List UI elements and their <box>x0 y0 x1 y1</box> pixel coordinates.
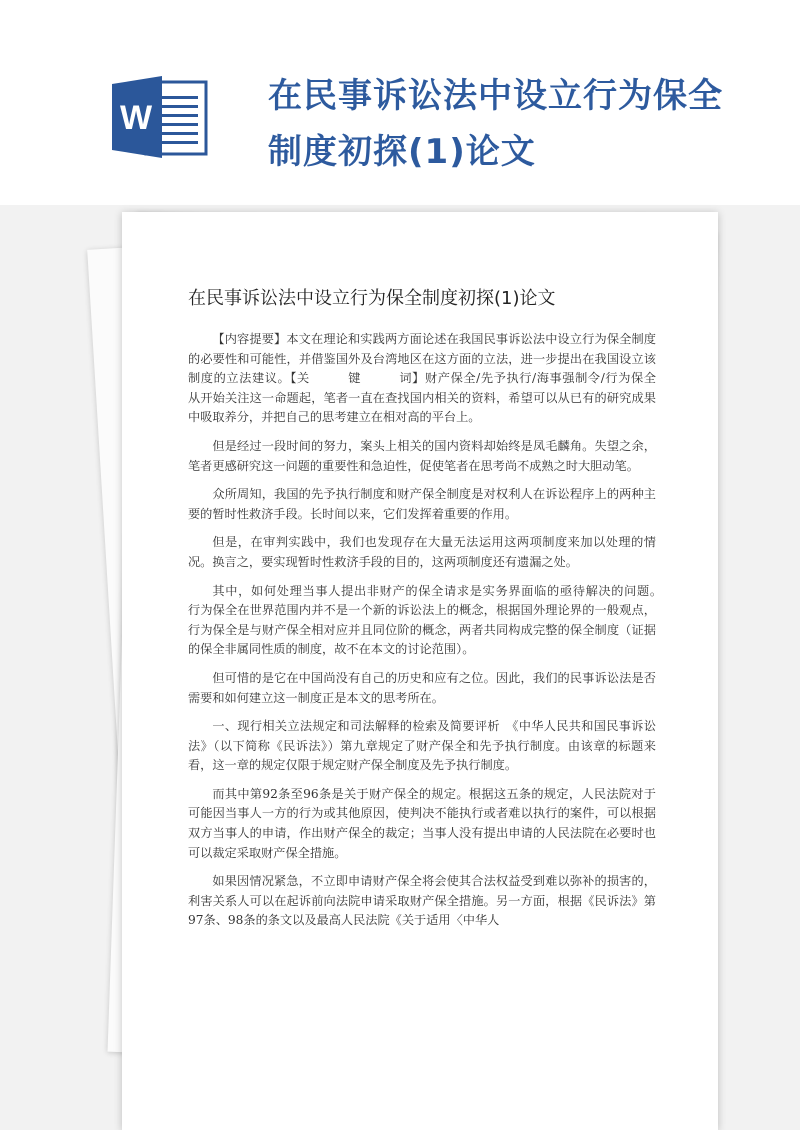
paragraph: 一、现行相关立法规定和司法解释的检索及简要评析 《中华人民共和国民事诉讼法》（以下简称《民诉法》）第九章规定了财产保全和先予执行制度。由该章的标题来看，这一章的规定仅限于规定财产保全制度及先予执行制度。 <box>188 719 656 773</box>
header <box>0 0 800 205</box>
paragraph: 众所周知，我国的先予执行制度和财产保全制度是对权利人在诉讼程序上的两种主要的暂时性救济手段。长时间以来，它们发挥着重要的作用。 <box>188 487 656 521</box>
paragraph: 【内容提要】本文在理论和实践两方面论述在我国民事诉讼法中设立行为保全制度的必要性和可能性，并借鉴国外及台湾地区在这方面的立法，进一步提出在我国设立该制度的立法建议。【关 键 词】财产保全/先予执行/海事强制令/行为保全 从开始关注这一命题起，笔者一直在查找国内相关的资料，希望可以从已有的研究成果中吸取养分，并把自己的思考建立在相对高的平台上。 <box>188 332 693 425</box>
paragraph: 而其中第92条至96条是关于财产保全的规定。根据这五条的规定，人民法院对于可能因当事人一方的行为或其他原因，使判决不能执行或者难以执行的案件，可以根据双方当事人的申请，作出财产保全的裁定；当事人没有提出申请的人民法院在必要时也可以裁定采取财产保全措施。 <box>188 786 656 860</box>
paragraph: 其中，如何处理当事人提出非财产的保全请求是实务界面临的亟待解决的问题。 行为保全在世界范围内并不是一个新的诉讼法上的概念，根据国外理论界的一般观点，行为保全是与财产保全相对应并且同位阶的概念，两者共同构成完整的保全制度（证据的保全非属同性质的制度，故不在本文的讨论范围）。 <box>188 583 669 657</box>
page-title: 在民事诉讼法中设立行为保全制度初探(1)论文 <box>188 288 556 309</box>
paragraph: 但是，在审判实践中，我们也发现存在大量无法运用这两项制度来加以处理的情况。换言之，要实现暂时性救济手段的目的，这两项制度还有遗漏之处。 <box>188 535 656 569</box>
word-document-icon <box>112 74 212 160</box>
paragraph: 但可惜的是它在中国尚没有自己的历史和应有之位。因此，我们的民事诉讼法是否需要和如何建立这一制度正是本文的思考所在。 <box>188 670 656 705</box>
paragraph: 如果因情况紧急，不立即申请财产保全将会使其合法权益受到难以弥补的损害的，利害关系人可以在起诉前向法院申请采取财产保全措施。另一方面，根据《民诉法》第97条、98条的条文以及最高人民法院《关于适用〈中华人 <box>188 874 656 928</box>
document-page <box>122 212 718 1130</box>
paragraph: 但是经过一段时间的努力，案头上相关的国内资料却始终是凤毛麟角。失望之余，笔者更感研究这一问题的重要性和急迫性，促使笔者在思考尚不成熟之时大胆动笔。 <box>188 438 656 473</box>
document-title: 在民事诉讼法中设立行为保全制度初探(1)论文 <box>268 76 723 172</box>
document-body <box>188 330 693 940</box>
word-letter: W <box>119 99 153 137</box>
